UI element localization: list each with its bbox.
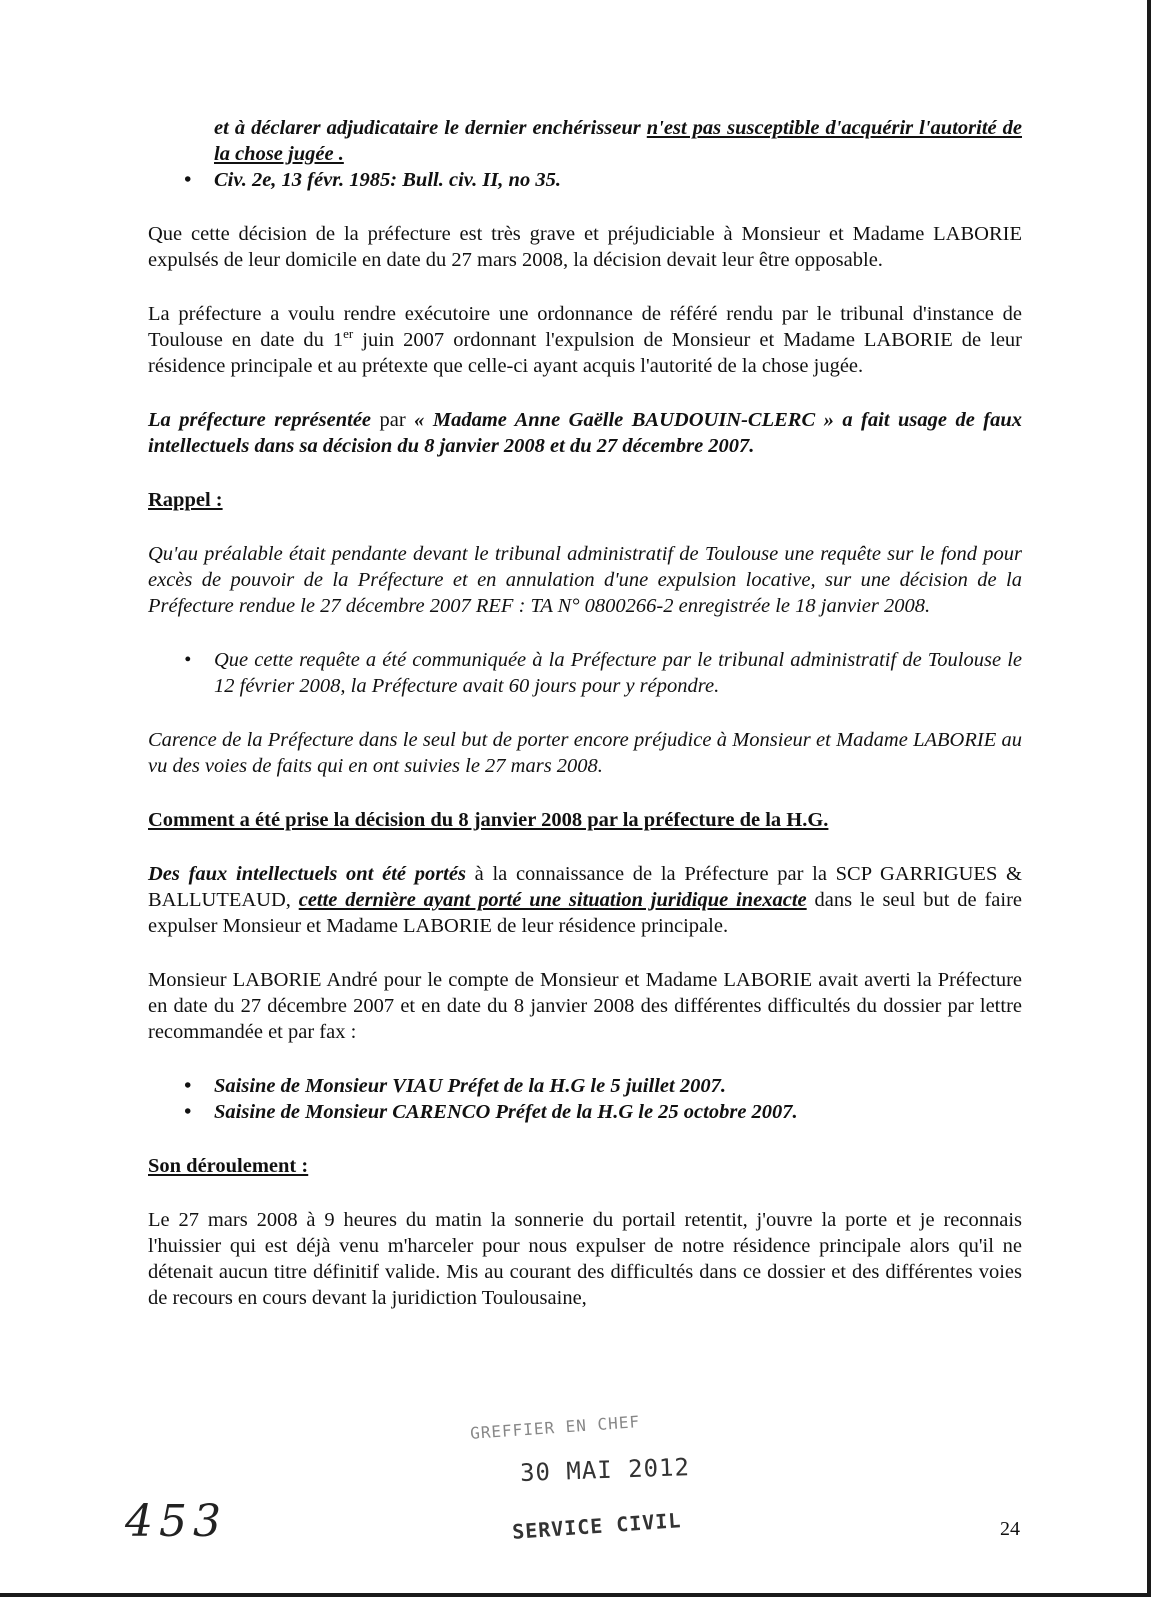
top-line: et à déclarer adjudicataire le dernier enchérisseur n'est pas susceptible d'acquérir l'autorité de la chose jugée . — [214, 117, 1022, 165]
paragraph-averti: Monsieur LABORIE André pour le compte de Monsieur et Madame LABORIE avait averti la Préfecture en date du 27 décembre 2007 et en date du 8 janvier 2008 des différentes difficultés du dossier par lettre recommandée et par fax : — [148, 969, 1022, 1043]
greffier-stamp: GREFFIER EN CHEF — [469, 1412, 641, 1443]
handwritten-number: 453 — [125, 1496, 227, 1547]
heading-deroulement: Son déroulement : — [148, 1155, 309, 1177]
heading-rappel: Rappel : — [148, 489, 223, 511]
paragraph-rappel: Qu'au préalable était pendante devant le tribunal administratif de Toulouse une requête sur le fond pour excès de pouvoir de la Préfecture et en annulation d'une expulsion locative, sur une décision de la Préfecture rendue le 27 décembre 2007 REF : TA N° 0800266-2 enregistrée le 18 janvier 2008. — [148, 543, 1022, 617]
paragraph-prefecture: La préfecture a voulu rendre exécutoire une ordonnance de référé rendu par le tribunal d'instance de Toulouse en date du 1er juin 2007 ordonnant l'expulsion de Monsieur et Madame LABORIE de leur résidence principale et au prétexte que celle-ci ayant acquis l'autorité de la chose jugée. — [148, 303, 1022, 377]
top-bullet-list — [148, 167, 1022, 193]
paragraph-carence: Carence de la Préfecture dans le seul but de porter encore préjudice à Monsieur et Madame LABORIE au vu des voies de faits qui en ont suivies le 27 mars 2008. — [148, 729, 1022, 777]
saisine-bullet-list — [148, 1073, 1022, 1125]
list-item: • Saisine de Monsieur CARENCO Préfet de la H.G le 25 octobre 2007. — [184, 1101, 798, 1123]
paragraph-decision: Que cette décision de la préfecture est très grave et préjudiciable à Monsieur et Madame LABORIE expulsés de leur domicile en date du 27 mars 2008, la décision devait leur être opposable. — [148, 223, 1022, 271]
list-item: • Civ. 2e, 13 févr. 1985: Bull. civ. II, no 35. — [184, 169, 561, 191]
underlined-phrase: n'est pas susceptible d'acquérir l'autorité de la chose jugée . — [214, 117, 1022, 165]
rappel-bullet-list — [148, 647, 1022, 699]
heading-comment: Comment a été prise la décision du 8 janvier 2008 par la préfecture de la H.G. — [148, 809, 829, 831]
paragraph-deroulement: Le 27 mars 2008 à 9 heures du matin la sonnerie du portail retentit, j'ouvre la porte et je reconnais l'huissier qui est déjà venu m'harceler pour nous expulser de notre résidence principale alors qu'il ne détenait aucun titre définitif valide. Mis au courant des difficultés dans ce dossier et des différentes voies de recours en cours devant la juridiction Toulousaine, — [148, 1209, 1022, 1309]
list-item: • Que cette requête a été communiquée à la Préfecture par le tribunal administratif de Toulouse le 12 février 2008, la Préfecture avait 60 jours pour y répondre. — [184, 649, 1022, 697]
document-body — [148, 115, 1022, 1311]
list-item: • Saisine de Monsieur VIAU Préfet de la H.G le 5 juillet 2007. — [184, 1075, 726, 1097]
bullet-icon: • — [184, 169, 192, 191]
paragraph-faux: Des faux intellectuels ont été portés à la connaissance de la Préfecture par la SCP GARRIGUES & BALLUTEAUD, cette dernière ayant porté une situation juridique inexacte dans le seul but de faire expulser Monsieur et Madame LABORIE de leur résidence principale. — [148, 863, 1022, 937]
bullet-icon: • — [184, 1101, 192, 1123]
paragraph-representee: La préfecture représentée par « Madame Anne Gaëlle BAUDOUIN-CLERC » a fait usage de faux intellectuels dans sa décision du 8 janvier 2008 et du 27 décembre 2007. — [148, 409, 1022, 457]
date-stamp: 30 MAI 2012 — [519, 1453, 691, 1487]
page-number: 24 — [1000, 1518, 1020, 1540]
bullet-icon: • — [184, 649, 192, 671]
service-stamp: SERVICE CIVIL — [511, 1508, 683, 1544]
bullet-icon: • — [184, 1075, 192, 1097]
